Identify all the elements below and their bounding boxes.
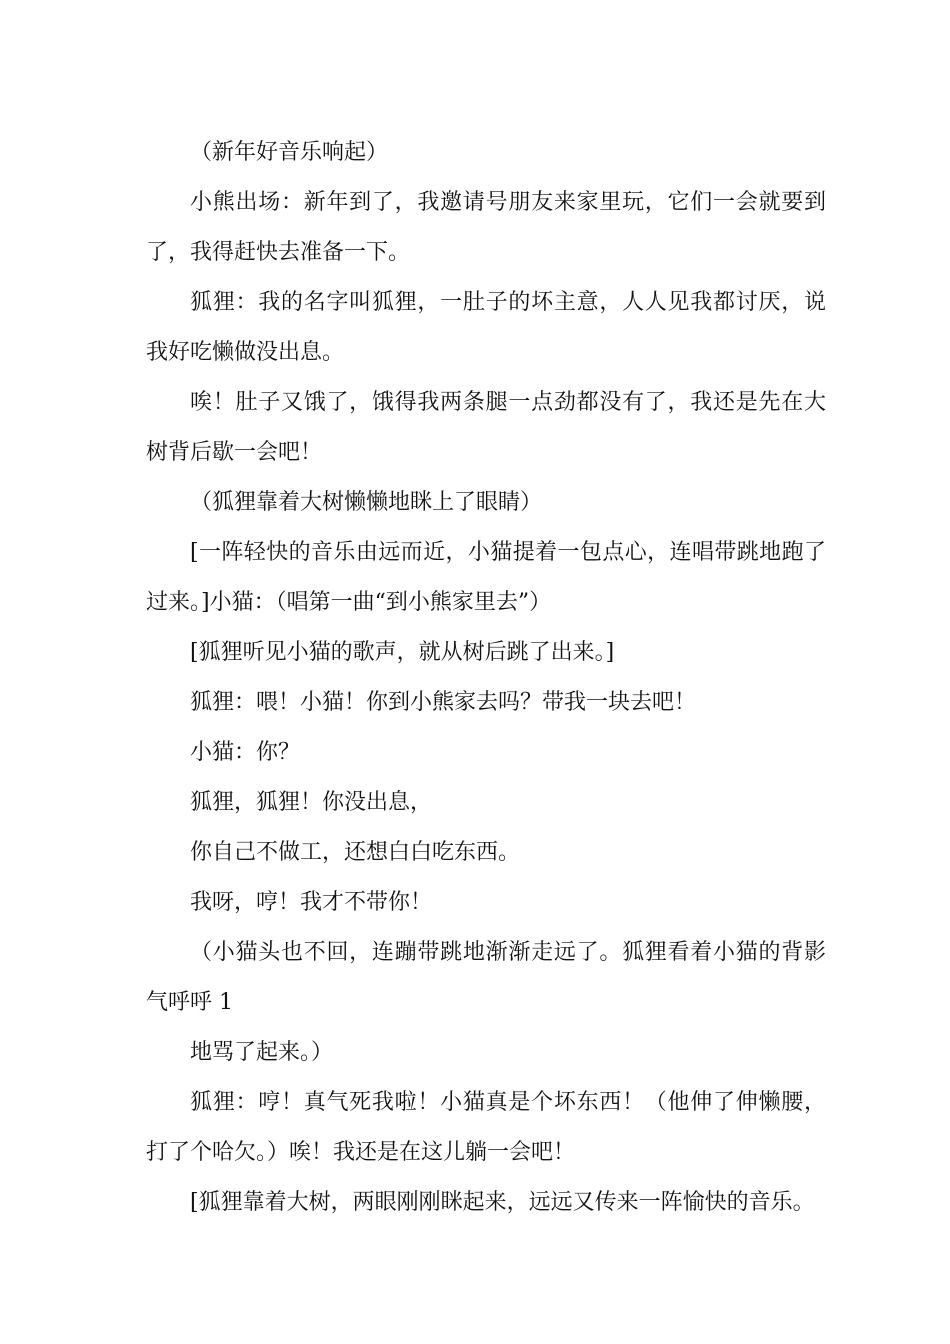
paragraph-14: 地骂了起来。） xyxy=(190,1040,334,1065)
paragraph-5: （狐狸靠着大树懒懒地眯上了眼睛） xyxy=(190,490,543,515)
paragraph-4: 唉！肚子又饿了，饿得我两条腿一点劲都没有了，我还是先在大树背后歇一会吧！ xyxy=(146,390,826,465)
paragraph-12: 我呀，哼！我才不带你！ xyxy=(190,890,433,915)
paragraph-3: 狐狸：我的名字叫狐狸，一肚子的坏主意，人人见我都讨厌，说我好吃懒做没出息。 xyxy=(146,290,826,365)
paragraph-7: [狐狸听见小猫的歌声，就从树后跳了出来。] xyxy=(190,640,615,665)
paragraph-16: [狐狸靠着大树，两眼刚刚眯起来，远远又传来一阵愉快的音乐。 xyxy=(190,1190,815,1215)
paragraph-8: 狐狸：喂！小猫！你到小熊家去吗？带我一块去吧！ xyxy=(190,690,697,715)
paragraph-9: 小猫：你？ xyxy=(190,740,301,765)
document-body xyxy=(146,128,826,1228)
paragraph-15: 狐狸：哼！真气死我啦！小猫真是个坏东西！（他伸了伸懒腰，打了个哈欠。）唉！我还是在这儿躺一会吧！ xyxy=(146,1090,826,1165)
paragraph-6: [一阵轻快的音乐由远而近，小猫提着一包点心，连唱带跳地跑了过来。]小猫：（唱第一曲“到小熊家里去”） xyxy=(146,540,826,615)
paragraph-13: （小猫头也不回，连蹦带跳地渐渐走远了。狐狸看着小猫的背影气呼呼 1 xyxy=(146,940,826,1015)
paragraph-2: 小熊出场：新年到了，我邀请号朋友来家里玩，它们一会就要到了，我得赶快去准备一下。 xyxy=(146,190,826,265)
paragraph-1: （新年好音乐响起） xyxy=(190,140,389,165)
paragraph-10: 狐狸，狐狸！你没出息， xyxy=(190,790,433,815)
paragraph-11: 你自己不做工，还想白白吃东西。 xyxy=(190,840,521,865)
